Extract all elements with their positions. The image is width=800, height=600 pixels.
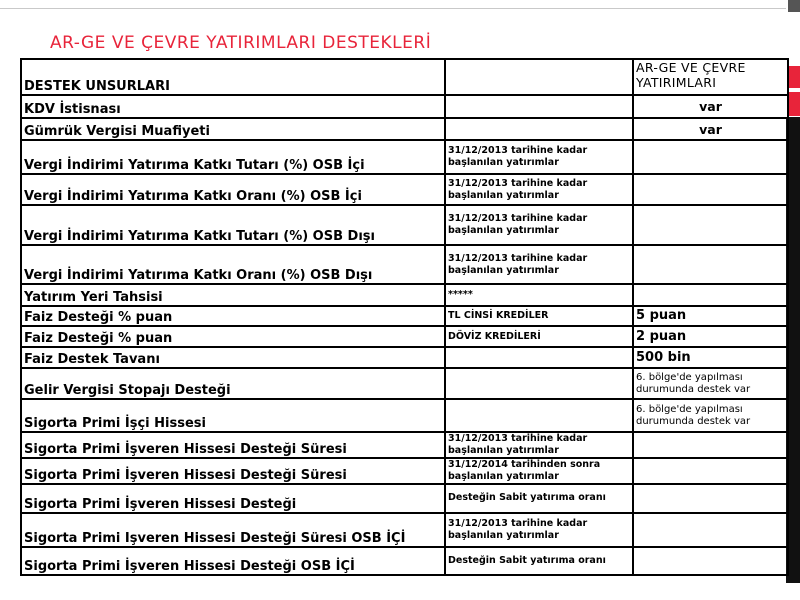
row-condition <box>445 347 633 368</box>
table-row <box>21 95 788 118</box>
row-condition <box>445 399 633 432</box>
row-condition: TL CİNSİ KREDİLER <box>445 306 633 326</box>
row-label: Yatırım Yeri Tahsisi <box>21 284 445 306</box>
table-row <box>21 118 788 140</box>
table-header-row <box>21 59 788 95</box>
table-row <box>21 513 788 547</box>
row-value <box>633 513 788 547</box>
row-condition: ***** <box>445 284 633 306</box>
row-value <box>633 205 788 245</box>
row-value: 6. bölge'de yapılması durumunda destek var <box>633 368 788 399</box>
row-condition: 31/12/2013 tarihine kadar başlanılan yatırımlar <box>445 140 633 174</box>
header-cell-rnd-environment: AR-GE VE ÇEVRE YATIRIMLARI <box>633 59 788 95</box>
table-row <box>21 174 788 205</box>
table-row <box>21 306 788 326</box>
table-row <box>21 458 788 484</box>
row-condition <box>445 95 633 118</box>
table-row <box>21 368 788 399</box>
row-label: Faiz Destek Tavanı <box>21 347 445 368</box>
row-label: Faiz Desteği % puan <box>21 306 445 326</box>
header-cell-blank <box>445 59 633 95</box>
row-condition: 31/12/2013 tarihine kadar başlanılan yatırımlar <box>445 432 633 458</box>
table-row <box>21 484 788 513</box>
row-value <box>633 174 788 205</box>
row-value <box>633 284 788 306</box>
row-condition: DÖVİZ KREDİLERİ <box>445 326 633 347</box>
row-label: Vergi İndirimi Yatırıma Katkı Tutarı (%) OSB İçi <box>21 140 445 174</box>
row-label: Vergi İndirimi Yatırıma Katkı Tutarı (%) OSB Dışı <box>21 205 445 245</box>
row-condition <box>445 368 633 399</box>
table-row <box>21 284 788 306</box>
table-row <box>21 547 788 575</box>
row-value: var <box>633 118 788 140</box>
row-value: 6. bölge'de yapılması durumunda destek var <box>633 399 788 432</box>
row-value <box>633 432 788 458</box>
table-row <box>21 140 788 174</box>
row-value <box>633 458 788 484</box>
row-condition: 31/12/2013 tarihine kadar başlanılan yatırımlar <box>445 174 633 205</box>
row-value <box>633 484 788 513</box>
table-row <box>21 326 788 347</box>
row-label: Sigorta Primi İşveren Hissesi Desteği <box>21 484 445 513</box>
row-label: Sigorta Primi İşveren Hissesi Desteği OSB İÇİ <box>21 547 445 575</box>
row-label: Sigorta Primi Işveren Hissesi Desteği Süresi OSB İÇİ <box>21 513 445 547</box>
slide-title: AR-GE VE ÇEVRE YATIRIMLARI DESTEKLERİ <box>50 33 432 53</box>
row-condition <box>445 118 633 140</box>
row-label: KDV İstisnası <box>21 95 445 118</box>
row-label: Vergi İndirimi Yatırıma Katkı Oranı (%) OSB İçi <box>21 174 445 205</box>
row-label: Gümrük Vergisi Muafiyeti <box>21 118 445 140</box>
row-condition: Desteğin Sabit yatırıma oranı <box>445 547 633 575</box>
table-row <box>21 399 788 432</box>
row-label: Faiz Desteği % puan <box>21 326 445 347</box>
table-row <box>21 432 788 458</box>
row-value: 2 puan <box>633 326 788 347</box>
table-row <box>21 245 788 284</box>
row-label: Vergi İndirimi Yatırıma Katkı Oranı (%) OSB Dışı <box>21 245 445 284</box>
row-value: 5 puan <box>633 306 788 326</box>
row-label: Sigorta Primi İşçi Hissesi <box>21 399 445 432</box>
row-value <box>633 140 788 174</box>
table-row <box>21 347 788 368</box>
right-accent-bar-upper <box>789 66 800 88</box>
right-accent-bar-lower <box>789 92 800 116</box>
row-label: Gelir Vergisi Stopajı Desteği <box>21 368 445 399</box>
row-condition: 31/12/2013 tarihine kadar başlanılan yatırımlar <box>445 205 633 245</box>
row-condition: Desteğin Sabit yatırıma oranı <box>445 484 633 513</box>
row-label: Sigorta Primi İşveren Hissesi Desteği Süresi <box>21 432 445 458</box>
row-condition: 31/12/2013 tarihine kadar başlanılan yatırımlar <box>445 245 633 284</box>
header-cell-support-items: DESTEK UNSURLARI <box>21 59 445 95</box>
table-row <box>21 205 788 245</box>
row-value: var <box>633 95 788 118</box>
row-label: Sigorta Primi İşveren Hissesi Desteği Süresi <box>21 458 445 484</box>
row-condition: 31/12/2013 tarihine kadar başlanılan yatırımlar <box>445 513 633 547</box>
top-border-line <box>0 8 786 9</box>
corner-decoration <box>788 0 800 12</box>
row-condition: 31/12/2014 tarihinden sonra başlanılan yatırımlar <box>445 458 633 484</box>
support-table <box>20 58 789 576</box>
row-value <box>633 547 788 575</box>
row-value: 500 bin <box>633 347 788 368</box>
row-value <box>633 245 788 284</box>
